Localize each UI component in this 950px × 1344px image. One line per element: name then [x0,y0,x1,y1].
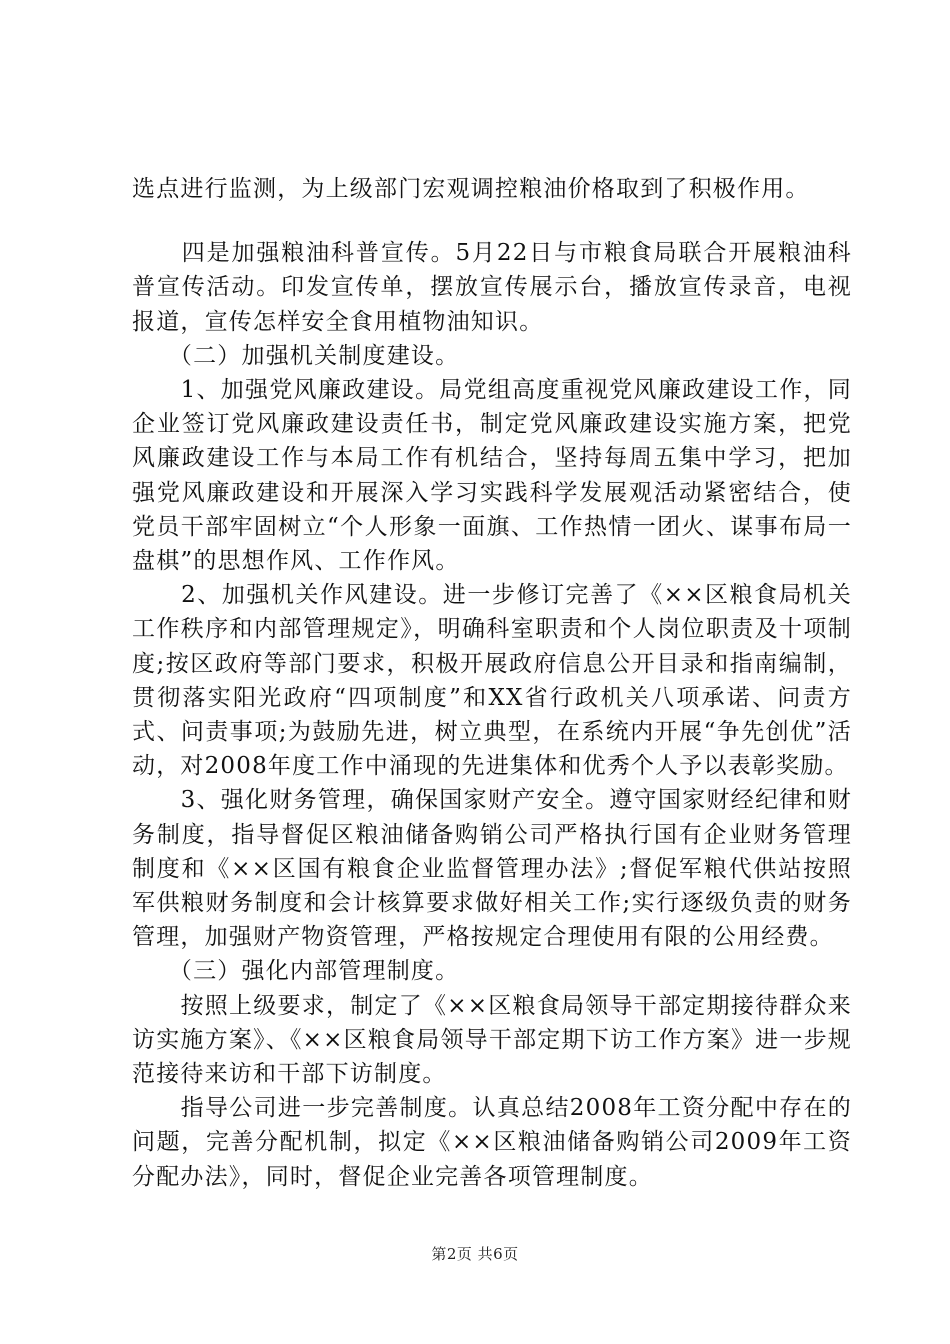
paragraph-continuation: 选点进行监测，为上级部门宏观调控粮油价格取到了积极作用。 [132,176,810,202]
paragraph-finance: 3、强化财务管理，确保国家财产安全。遵守国家财经纪律和财务制度，指导督促区粮油储备购销公司严格执行国有企业财务管理制度和《××区国有粮食企业监督管理办法》;督促军粮代供站按照军供粮财务制度和会计核算要求做好相关工作;实行逐级负责的财务管理，加强财产物资管理，严格按规定合理使用有限的公用经费。 [132,787,852,951]
section-heading-2: （二）加强机关制度建设。 [132,342,460,369]
paragraph-company-rules: 指导公司进一步完善制度。认真总结2008年工资分配中存在的问题，完善分配机制，拟定《××区粮油储备购销公司2009年工资分配办法》，同时，督促企业完善各项管理制度。 [132,1095,852,1190]
paragraph-integrity: 1、加强党风廉政建设。局党组高度重视党风廉政建设工作，同企业签订党风廉政建设责任书，制定党风廉政建设实施方案，把党风廉政建设工作与本局工作有机结合，坚持每周五集中学习，把加强党风廉政建设和开展深入学习实践科学发展观活动紧密结合，使党员干部牢固树立“个人形象一面旗、工作热情一团火、谋事布局一盘棋”的思想作风、工作作风。 [132,377,852,575]
document-body [132,172,852,1194]
paragraph-visits: 按照上级要求，制定了《××区粮食局领导干部定期接待群众来访实施方案》、《××区粮食局领导干部定期下访工作方案》进一步规范接待来访和干部下访制度。 [132,992,852,1088]
paragraph-gap [132,206,852,236]
paragraph-publicity: 四是加强粮油科普宣传。5月22日与市粮食局联合开展粮油科普宣传活动。印发宣传单，摆放宣传展示台，播放宣传录音，电视报道，宣传怎样安全食用植物油知识。 [132,240,852,335]
section-heading-3: （三）强化内部管理制度。 [132,958,460,985]
page-number-footer: 第2页 共6页 [431,1245,519,1263]
paragraph-work-style: 2、加强机关作风建设。进一步修订完善了《××区粮食局机关工作秩序和内部管理规定》，明确科室职责和个人岗位职责及十项制度;按区政府等部门要求，积极开展政府信息公开目录和指南编制，贯彻落实阳光政府“四项制度”和XX省行政机关八项承诺、问责方式、问责事项;为鼓励先进，树立典型，在系统内开展“争先创优”活动，对2008年度工作中涌现的先进集体和优秀个人予以表彰奖励。 [132,582,852,780]
